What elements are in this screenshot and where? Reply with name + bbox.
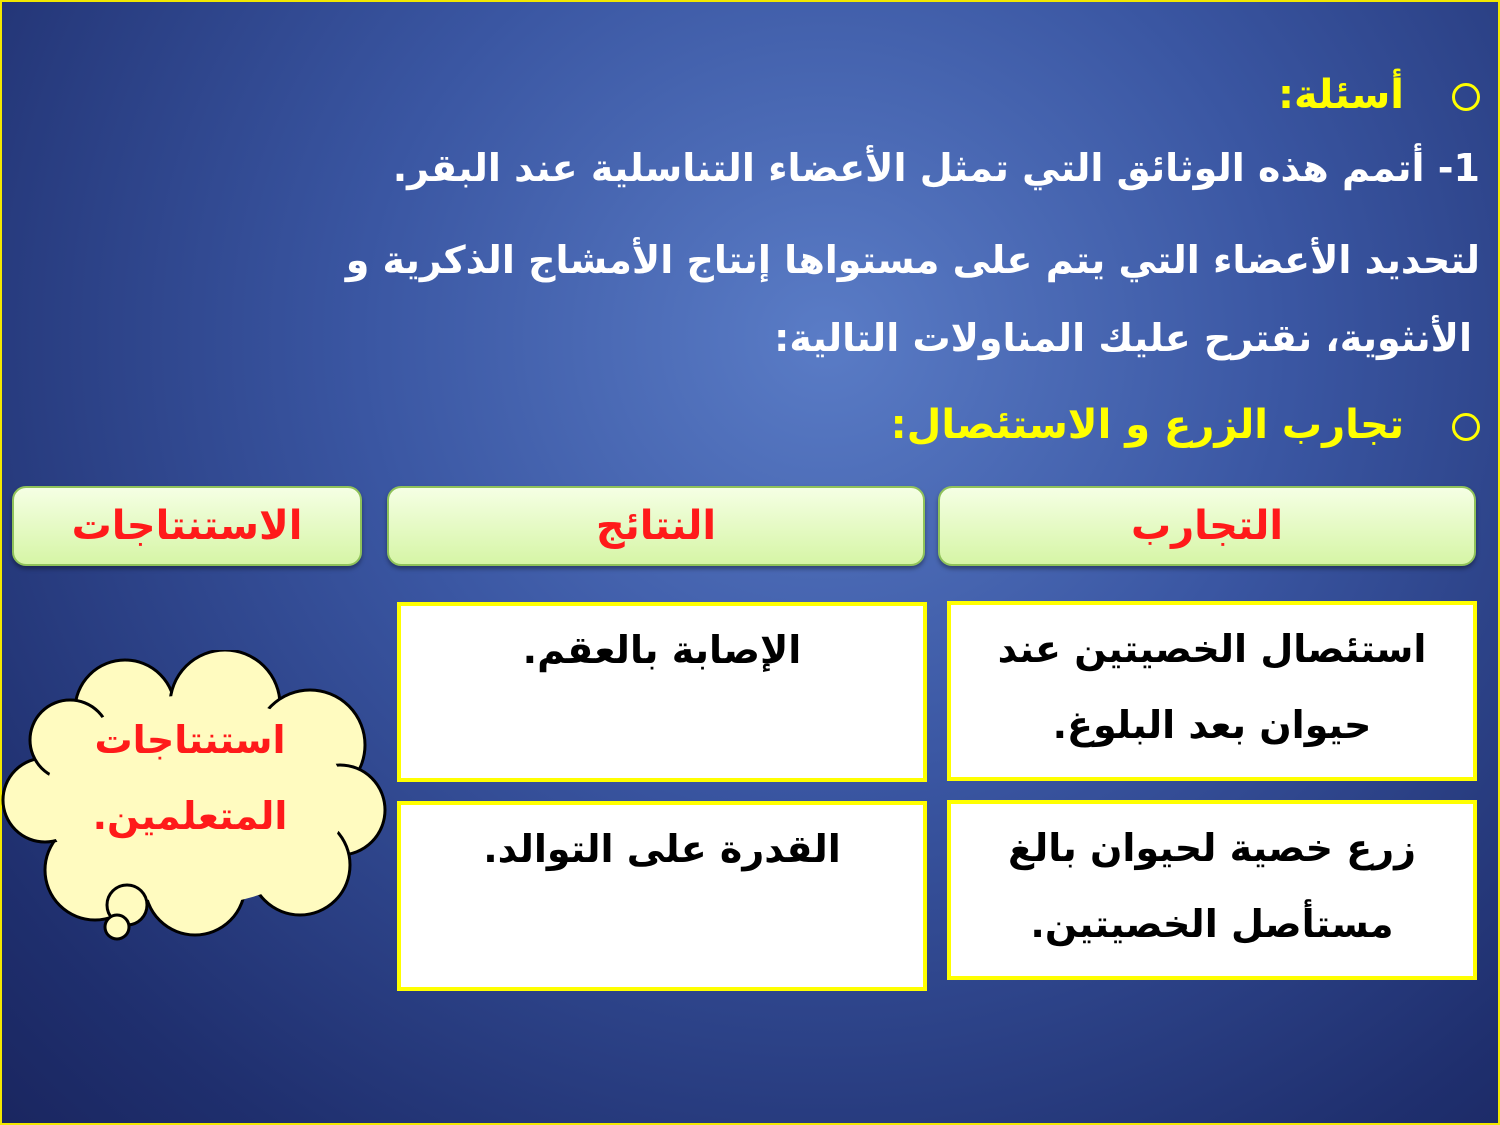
circle-bullet-icon: [1452, 83, 1480, 111]
experiment-cell-2: [947, 800, 1477, 980]
experiments-heading: تجارب الزرع و الاستئصال:: [890, 402, 1404, 448]
experiment-cell-1: [947, 601, 1477, 781]
header-experiments: التجارب: [938, 486, 1476, 566]
result-cell-2: [397, 801, 927, 991]
question-1: 1- أتمم هذه الوثائق التي تمثل الأعضاء التناسلية عند البقر.: [392, 146, 1480, 190]
experiment-1-line-1: استئصال الخصيتين عند: [997, 627, 1427, 671]
cloud-text: [40, 702, 340, 854]
result-cell-1: [397, 602, 927, 782]
result-1-text: الإصابة بالعقم.: [522, 628, 802, 672]
circle-bullet-icon: [1452, 413, 1480, 441]
header-results: النتائج: [387, 486, 925, 566]
cloud-line-2: المتعلمين.: [92, 794, 288, 838]
thought-cloud: [0, 650, 400, 950]
intro-line-2: الأنثوية، نقترح عليك المناولات التالية:: [774, 316, 1472, 360]
experiment-1-line-2: حيوان بعد البلوغ.: [1052, 703, 1372, 747]
questions-heading-line: [1278, 72, 1480, 118]
experiment-2-line-1: زرع خصية لحيوان بالغ: [1008, 826, 1416, 870]
experiment-2-line-2: مستأصل الخصيتين.: [1030, 902, 1394, 946]
result-2-text: القدرة على التوالد.: [483, 827, 841, 871]
header-conclusions: الاستنتاجات: [12, 486, 362, 566]
intro-line-1: لتحديد الأعضاء التي يتم على مستواها إنتاج الأمشاج الذكرية و: [345, 238, 1480, 282]
cloud-line-1: استنتاجات: [94, 718, 286, 762]
experiments-heading-line: [891, 402, 1480, 448]
questions-heading: أسئلة:: [1278, 72, 1404, 118]
